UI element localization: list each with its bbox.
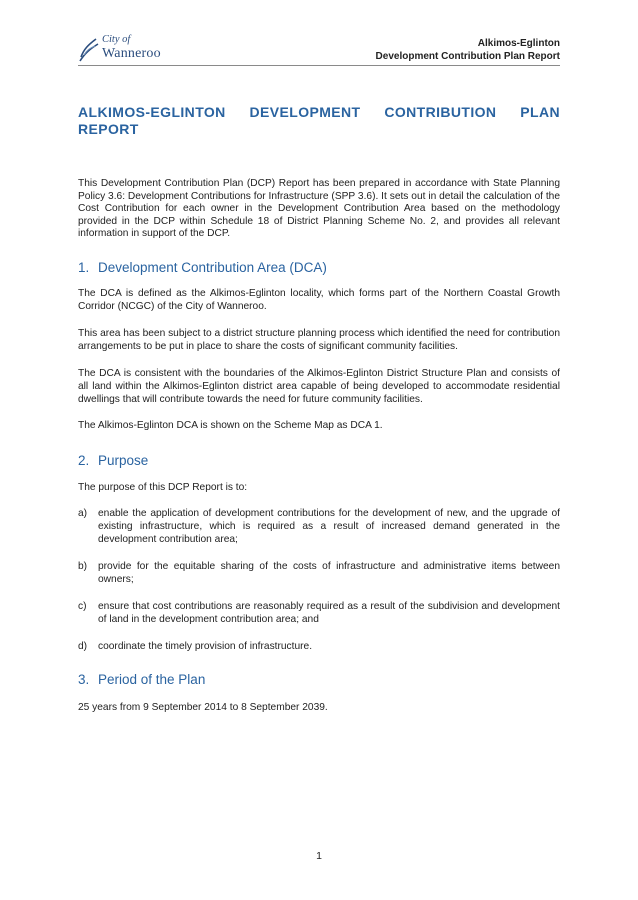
list-item bbox=[78, 561, 560, 586]
purpose-list bbox=[78, 508, 560, 654]
list-marker: b) bbox=[78, 561, 88, 573]
section-number: 2. bbox=[78, 452, 90, 468]
document-body bbox=[78, 104, 560, 715]
section-number: 3. bbox=[78, 672, 90, 688]
dca-paragraph: The DCA is consistent with the boundaries of the Alkimos-Eglinton District Structure Plan and consists of all land within the Alkimos-Eglinton district area capable of being developed to accommodate residential dwellings that will contribute towards the need for future community facilities. bbox=[78, 368, 560, 405]
section-heading-period bbox=[78, 672, 560, 688]
list-item-text: enable the application of development contributions for the development of new, and the upgrade of existing infrastructure, which is required as a result of increased demand generated in the development contribution area; bbox=[98, 508, 560, 545]
list-item-text: ensure that cost contributions are reasonably required as a result of the subdivision and development of land in the development contribution area; and bbox=[98, 601, 560, 625]
dca-paragraph: The DCA is defined as the Alkimos-Eglinton locality, which forms part of the Northern Coastal Growth Corridor (NCGC) of the City of Wanneroo. bbox=[78, 287, 560, 312]
section-number: 1. bbox=[78, 259, 90, 275]
list-marker: d) bbox=[78, 641, 88, 653]
list-item-text: coordinate the timely provision of infrastructure. bbox=[98, 641, 313, 653]
intro-paragraph: This Development Contribution Plan (DCP) Report has been prepared in accordance with State Planning Policy 3.6: Development Contributions for Infrastructure (SPP 3.6). It sets out in detail the calculation of the Cost Contribution for each owner in the Development Contribution Area based on the methodology provided in the DCP within Schedule 18 of District Planning Scheme No. 2, and provides all relevant information in support of the DCP. bbox=[78, 178, 560, 240]
section-title: Purpose bbox=[98, 452, 149, 468]
document-title: ALKIMOS-EGLINTON DEVELOPMENT CONTRIBUTION PLAN REPORT bbox=[78, 104, 560, 137]
dca-paragraph: This area has been subject to a district structure planning process which identified the need for contribution arrangements to be put in place to share the costs of significant community facilities. bbox=[78, 328, 560, 352]
logo-name-text: Wanneroo bbox=[102, 46, 161, 61]
page-number: 1 bbox=[316, 850, 322, 862]
section-heading-dca bbox=[78, 260, 560, 276]
city-of-wanneroo-logo bbox=[78, 34, 178, 64]
list-item bbox=[78, 641, 560, 654]
header-divider bbox=[78, 65, 560, 66]
purpose-intro: The purpose of this DCP Report is to: bbox=[78, 481, 248, 493]
list-marker: c) bbox=[78, 601, 87, 613]
running-header bbox=[376, 38, 560, 63]
section-title: Period of the Plan bbox=[98, 672, 206, 688]
list-item bbox=[78, 601, 560, 626]
header-title-line1: Alkimos-Eglinton bbox=[477, 38, 560, 49]
list-item bbox=[78, 508, 560, 546]
list-marker: a) bbox=[78, 508, 88, 520]
section-title: Development Contribution Area (DCA) bbox=[98, 259, 327, 275]
wave-emblem-icon bbox=[78, 35, 100, 63]
header-title-line2: Development Contribution Plan Report bbox=[375, 50, 560, 62]
period-paragraph: 25 years from 9 September 2014 to 8 September 2039. bbox=[78, 702, 328, 714]
section-heading-purpose bbox=[78, 453, 560, 469]
list-item-text: provide for the equitable sharing of the costs of infrastructure and administrative items between owners; bbox=[98, 561, 560, 585]
dca-paragraph: The Alkimos-Eglinton DCA is shown on the Scheme Map as DCA 1. bbox=[78, 420, 383, 432]
logo-city-text: City of bbox=[102, 34, 131, 45]
